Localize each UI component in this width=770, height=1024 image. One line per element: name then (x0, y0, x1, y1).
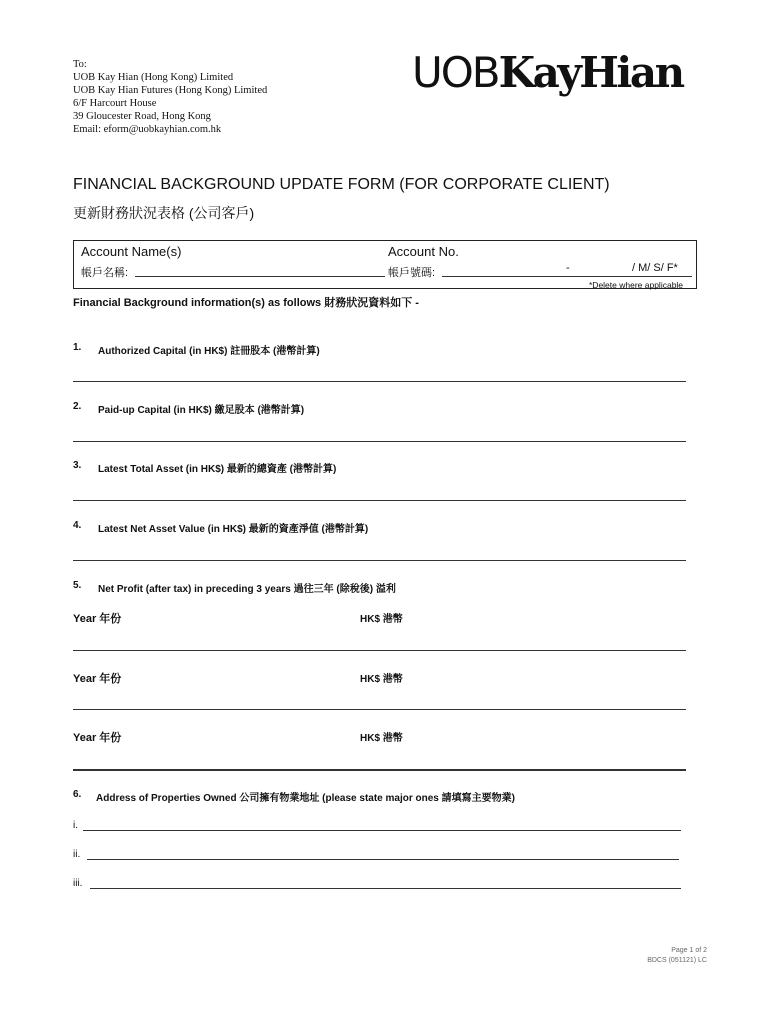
page-number: Page 1 of 2 (671, 947, 707, 954)
q3-label: Latest Total Asset (in HK$) 最新的總資產 (港幣計算) (98, 464, 337, 475)
q5-label: Net Profit (after tax) in preceding 3 years 過往三年 (除稅後) 溢利 (98, 584, 396, 595)
q3-number: 3. (73, 460, 82, 471)
q4-label: Latest Net Asset Value (in HK$) 最新的資產淨值 (港幣計算) (98, 524, 369, 535)
account-no-label: Account No. (388, 244, 459, 259)
recipient-address (73, 58, 267, 136)
profit-row-1-line[interactable] (73, 650, 686, 651)
property-ii-label: ii. (73, 849, 81, 860)
q6-number: 6. (73, 789, 82, 800)
profit-hk-label-3: HK$ 港幣 (360, 733, 403, 744)
uob-kayhian-logo (412, 48, 683, 97)
profit-row-3-line[interactable] (73, 769, 686, 771)
q1-answer-line[interactable] (73, 381, 686, 382)
q1-label: Authorized Capital (in HK$) 註冊股本 (港幣計算) (98, 346, 320, 357)
address-email: Email: eform@uobkayhian.com.hk (73, 124, 222, 135)
account-no-label-zh: 帳戶號碼: (388, 267, 436, 279)
q2-label: Paid-up Capital (in HK$) 繳足股本 (港幣計算) (98, 405, 305, 416)
profit-row-2-line[interactable] (73, 709, 686, 710)
account-name-field[interactable] (135, 264, 385, 277)
address-line-1: UOB Kay Hian (Hong Kong) Limited (73, 72, 234, 83)
q2-number: 2. (73, 401, 82, 412)
form-code: BDCS (051121) LC (647, 957, 707, 964)
profit-year-label-3: Year 年份 (73, 732, 122, 744)
address-line-3: 6/F Harcourt House (73, 98, 157, 109)
account-no-dash: - (566, 262, 570, 274)
profit-hk-label-1: HK$ 港幣 (360, 614, 403, 625)
q6-label: Address of Properties Owned 公司擁有物業地址 (please state major ones 請填寫主要物業) (96, 793, 515, 804)
form-subtitle: 更新財務狀況表格 (公司客戶) (73, 205, 255, 221)
address-line-4: 39 Gloucester Road, Hong Kong (73, 111, 211, 122)
profit-hk-label-2: HK$ 港幣 (360, 674, 403, 685)
account-name-label-zh: 帳戶名稱: (81, 267, 129, 279)
q4-number: 4. (73, 520, 82, 531)
q4-answer-line[interactable] (73, 560, 686, 561)
address-to: To: (73, 59, 87, 70)
intro-text: Financial Background information(s) as follows 財務狀況資料如下 - (73, 297, 419, 309)
profit-year-label-1: Year 年份 (73, 613, 122, 625)
property-iii-label: iii. (73, 878, 83, 889)
q5-number: 5. (73, 580, 82, 591)
property-i-line[interactable] (83, 830, 681, 831)
q3-answer-line[interactable] (73, 500, 686, 501)
property-iii-line[interactable] (90, 888, 681, 889)
logo-part-uob: UOB (412, 48, 499, 97)
form-title: FINANCIAL BACKGROUND UPDATE FORM (FOR CORPORATE CLIENT) (73, 176, 610, 193)
delete-note: *Delete where applicable (589, 280, 684, 290)
property-ii-line[interactable] (87, 859, 679, 860)
account-type-suffix: / M/ S/ F* (632, 262, 678, 274)
profit-year-label-2: Year 年份 (73, 673, 122, 685)
q2-answer-line[interactable] (73, 441, 686, 442)
property-i-label: i. (73, 820, 78, 831)
logo-part-kayhian: KayHian (498, 48, 683, 97)
account-name-label: Account Name(s) (81, 244, 182, 259)
q1-number: 1. (73, 342, 82, 353)
address-line-2: UOB Kay Hian Futures (Hong Kong) Limited (73, 85, 268, 96)
